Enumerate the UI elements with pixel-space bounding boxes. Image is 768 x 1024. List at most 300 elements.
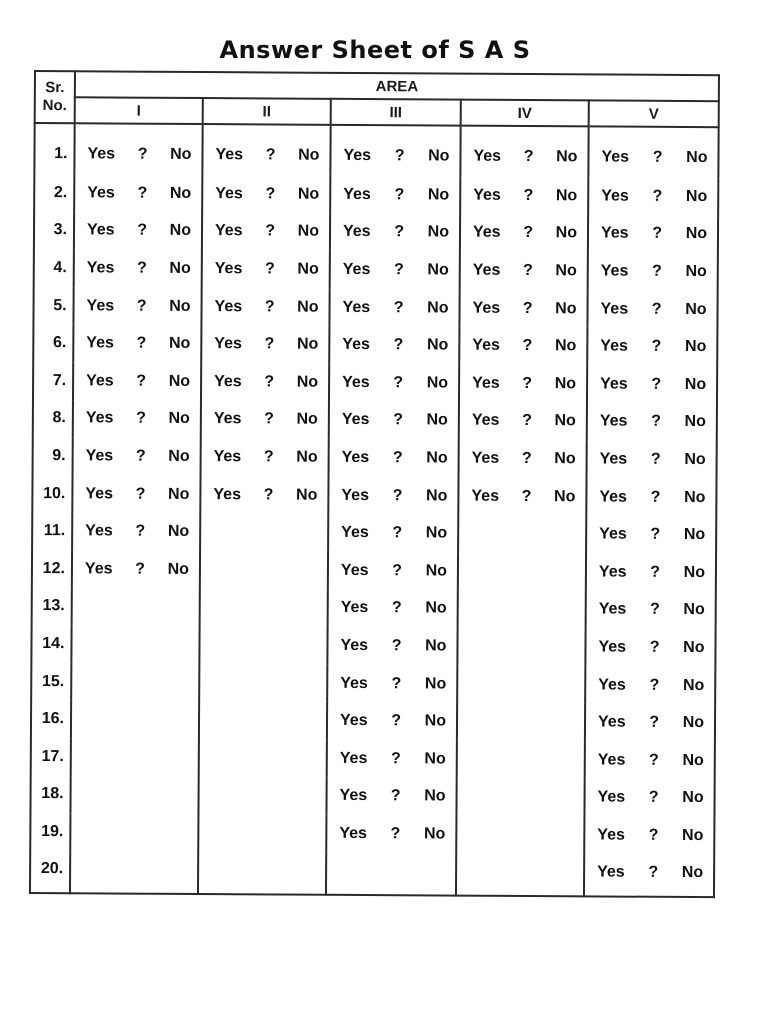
option-unsure[interactable]: ? — [649, 601, 660, 619]
option-no[interactable]: No — [425, 637, 447, 655]
option-unsure[interactable]: ? — [648, 826, 659, 844]
option-no[interactable]: No — [554, 374, 577, 393]
option-no[interactable]: No — [685, 187, 708, 205]
option-unsure[interactable]: ? — [523, 147, 534, 166]
answer-cell — [329, 364, 459, 402]
option-no[interactable]: No — [168, 485, 190, 503]
answer-options — [328, 674, 456, 693]
option-unsure[interactable]: ? — [394, 223, 405, 241]
option-yes[interactable]: Yes — [339, 787, 368, 805]
answer-cell — [202, 175, 330, 213]
answer-cell — [585, 629, 715, 667]
option-yes[interactable]: Yes — [598, 675, 626, 694]
option-yes[interactable]: Yes — [600, 262, 629, 280]
option-unsure[interactable]: ? — [391, 637, 402, 655]
option-unsure[interactable]: ? — [391, 712, 402, 730]
option-yes[interactable]: Yes — [340, 561, 369, 579]
answer-options — [329, 524, 457, 543]
option-unsure[interactable]: ? — [522, 374, 533, 392]
answer-options — [585, 826, 713, 845]
sr-no-header — [35, 71, 75, 123]
option-no[interactable]: No — [425, 524, 448, 542]
table-row — [34, 123, 718, 178]
option-no[interactable]: No — [424, 674, 447, 693]
option-unsure[interactable]: ? — [650, 450, 661, 468]
option-unsure[interactable]: ? — [648, 789, 659, 807]
option-yes[interactable]: Yes — [472, 336, 500, 355]
option-yes[interactable]: Yes — [600, 300, 629, 318]
row-number: 3. — [34, 212, 74, 250]
option-yes[interactable]: Yes — [598, 638, 627, 656]
option-yes[interactable]: Yes — [86, 296, 115, 315]
answer-options — [75, 222, 201, 241]
option-unsure[interactable]: ? — [137, 184, 148, 202]
option-yes[interactable]: Yes — [472, 299, 501, 317]
option-no[interactable]: No — [685, 225, 708, 243]
answer-cell — [586, 516, 716, 554]
option-unsure[interactable]: ? — [393, 336, 404, 354]
option-unsure[interactable]: ? — [265, 146, 276, 164]
option-yes[interactable]: Yes — [84, 560, 113, 578]
option-no[interactable]: No — [297, 185, 320, 203]
option-unsure[interactable]: ? — [136, 259, 147, 277]
option-unsure[interactable]: ? — [264, 410, 274, 428]
option-unsure[interactable]: ? — [522, 337, 533, 355]
option-no[interactable]: No — [297, 223, 320, 241]
option-unsure[interactable]: ? — [394, 186, 405, 204]
answer-cell — [459, 327, 587, 365]
option-no[interactable]: No — [428, 147, 450, 165]
option-no[interactable]: No — [170, 145, 192, 163]
option-no[interactable]: No — [427, 298, 449, 317]
option-yes[interactable]: Yes — [341, 448, 370, 467]
option-yes[interactable]: Yes — [339, 749, 368, 767]
row-number: 12. — [32, 550, 72, 588]
option-yes[interactable]: Yes — [86, 259, 115, 277]
option-no[interactable]: No — [426, 449, 448, 467]
answer-options — [461, 186, 587, 205]
option-unsure[interactable]: ? — [522, 412, 532, 430]
option-unsure[interactable]: ? — [136, 409, 146, 428]
answer-cell — [72, 475, 200, 513]
option-no[interactable]: No — [168, 335, 191, 353]
answer-cell — [72, 588, 200, 626]
answer-cell — [458, 515, 586, 553]
option-no[interactable]: No — [683, 638, 705, 657]
answer-cell — [330, 251, 460, 289]
option-no[interactable]: No — [681, 864, 704, 882]
option-unsure[interactable]: ? — [393, 411, 403, 429]
option-no[interactable]: No — [683, 563, 706, 581]
option-unsure[interactable]: ? — [651, 413, 661, 431]
option-unsure[interactable]: ? — [651, 337, 662, 356]
option-no[interactable]: No — [298, 146, 320, 164]
option-yes[interactable]: Yes — [214, 260, 243, 278]
option-yes[interactable]: Yes — [599, 450, 628, 468]
option-yes[interactable]: Yes — [339, 824, 367, 842]
option-yes[interactable]: Yes — [597, 863, 625, 882]
answer-options — [329, 599, 457, 618]
option-no[interactable]: No — [425, 599, 447, 617]
option-no[interactable]: No — [296, 448, 318, 466]
option-yes[interactable]: Yes — [597, 826, 625, 844]
option-no[interactable]: No — [423, 825, 446, 843]
answer-options — [460, 374, 586, 393]
option-yes[interactable]: Yes — [598, 563, 627, 581]
option-unsure[interactable]: ? — [523, 186, 534, 204]
answer-options — [589, 148, 717, 167]
option-yes[interactable]: Yes — [343, 146, 372, 165]
answer-options — [202, 335, 328, 354]
answer-options — [330, 411, 458, 430]
answer-cell — [74, 249, 202, 287]
answer-cell — [73, 437, 201, 475]
option-yes[interactable]: Yes — [342, 298, 371, 316]
option-no[interactable]: No — [427, 261, 449, 279]
option-no[interactable]: No — [554, 487, 576, 505]
option-unsure[interactable]: ? — [135, 447, 146, 465]
answer-cell — [198, 814, 326, 852]
option-unsure[interactable]: ? — [391, 674, 402, 692]
table-header — [35, 71, 719, 127]
answer-cell — [330, 213, 460, 251]
answer-cell — [588, 215, 718, 253]
option-yes[interactable]: Yes — [85, 409, 114, 427]
answer-cell — [585, 704, 715, 742]
answer-cell — [327, 627, 457, 665]
option-unsure[interactable]: ? — [650, 525, 661, 543]
option-yes[interactable]: Yes — [215, 184, 243, 203]
option-no[interactable]: No — [168, 447, 190, 465]
option-yes[interactable]: Yes — [340, 599, 369, 617]
option-no[interactable]: No — [169, 222, 192, 240]
answer-cell — [200, 589, 328, 627]
option-yes[interactable]: Yes — [599, 525, 627, 543]
option-no[interactable]: No — [683, 601, 705, 619]
option-no[interactable]: No — [169, 259, 191, 277]
option-no[interactable]: No — [686, 148, 708, 167]
answer-options — [74, 447, 200, 466]
answer-cell — [329, 289, 459, 327]
answer-options — [587, 526, 715, 545]
answer-cell — [201, 363, 329, 401]
answer-cell — [73, 400, 201, 438]
page-title: Answer Sheet of S A S — [219, 36, 531, 64]
option-unsure[interactable]: ? — [137, 222, 148, 240]
option-yes[interactable]: Yes — [85, 447, 114, 465]
option-unsure[interactable]: ? — [652, 187, 663, 205]
option-yes[interactable]: Yes — [213, 448, 242, 466]
option-no[interactable]: No — [167, 560, 189, 578]
option-no[interactable]: No — [424, 750, 446, 768]
option-unsure[interactable]: ? — [137, 145, 148, 163]
option-unsure[interactable]: ? — [135, 560, 146, 578]
option-unsure[interactable]: ? — [393, 261, 404, 279]
answer-cell — [588, 177, 718, 215]
answer-cell — [329, 439, 459, 477]
answer-options — [75, 184, 201, 203]
area-column-header: V — [589, 100, 719, 127]
answer-cell — [458, 590, 586, 628]
option-no[interactable]: No — [682, 676, 705, 694]
option-no[interactable]: No — [682, 714, 705, 732]
answer-cell — [74, 212, 202, 250]
option-no[interactable]: No — [296, 486, 318, 504]
answer-cell — [71, 701, 199, 739]
option-unsure[interactable]: ? — [652, 148, 663, 166]
option-yes[interactable]: Yes — [214, 297, 243, 315]
option-yes[interactable]: Yes — [214, 372, 242, 391]
option-yes[interactable]: Yes — [471, 412, 500, 430]
option-yes[interactable]: Yes — [600, 224, 629, 243]
option-yes[interactable]: Yes — [340, 674, 368, 692]
option-no[interactable]: No — [554, 337, 577, 355]
row-number: 15. — [31, 663, 71, 701]
option-unsure[interactable]: ? — [649, 638, 660, 656]
option-no[interactable]: No — [424, 712, 447, 730]
option-no[interactable]: No — [684, 338, 707, 356]
option-unsure[interactable]: ? — [390, 825, 401, 843]
answer-options — [74, 410, 200, 429]
option-yes[interactable]: Yes — [214, 222, 243, 240]
option-no[interactable]: No — [684, 375, 707, 393]
answer-cell — [199, 626, 327, 664]
option-yes[interactable]: Yes — [86, 221, 115, 239]
option-no[interactable]: No — [682, 789, 704, 807]
option-unsure[interactable]: ? — [263, 485, 274, 504]
option-unsure[interactable]: ? — [652, 225, 663, 243]
answer-options — [73, 560, 199, 579]
answer-options — [202, 410, 328, 429]
option-unsure[interactable]: ? — [393, 298, 404, 316]
option-unsure[interactable]: ? — [263, 448, 274, 466]
option-unsure[interactable]: ? — [390, 749, 401, 767]
option-yes[interactable]: Yes — [339, 711, 368, 730]
option-unsure[interactable]: ? — [390, 787, 401, 805]
row-number: 18. — [30, 775, 70, 813]
row-number: 5. — [33, 287, 73, 325]
option-no[interactable]: No — [555, 262, 577, 280]
answer-cell — [70, 851, 198, 894]
option-unsure[interactable]: ? — [651, 375, 662, 393]
option-yes[interactable]: Yes — [340, 636, 369, 654]
answer-options — [587, 563, 715, 582]
answer-options — [203, 185, 329, 204]
answer-cell — [71, 625, 199, 663]
option-unsure[interactable]: ? — [393, 373, 404, 392]
option-yes[interactable]: Yes — [599, 488, 628, 506]
option-no[interactable]: No — [296, 373, 319, 391]
option-unsure[interactable]: ? — [136, 297, 147, 315]
option-unsure[interactable]: ? — [135, 522, 146, 540]
option-unsure[interactable]: ? — [264, 297, 275, 316]
answer-cell — [328, 477, 458, 515]
option-yes[interactable]: Yes — [342, 260, 371, 279]
option-yes[interactable]: Yes — [600, 337, 628, 355]
option-no[interactable]: No — [555, 299, 577, 317]
option-yes[interactable]: Yes — [471, 487, 500, 505]
option-no[interactable]: No — [168, 372, 191, 390]
option-no[interactable]: No — [684, 450, 706, 469]
option-yes[interactable]: Yes — [85, 484, 114, 503]
answer-options — [330, 449, 458, 468]
option-no[interactable]: No — [685, 300, 707, 318]
option-yes[interactable]: Yes — [215, 146, 244, 164]
option-yes[interactable]: Yes — [601, 187, 629, 205]
table-row — [30, 851, 714, 898]
option-unsure[interactable]: ? — [135, 485, 146, 503]
option-yes[interactable]: Yes — [601, 148, 630, 166]
option-no[interactable]: No — [297, 260, 319, 278]
option-unsure[interactable]: ? — [522, 261, 533, 280]
row-number: 13. — [32, 588, 72, 626]
option-no[interactable]: No — [426, 336, 449, 354]
option-no[interactable]: No — [682, 751, 704, 769]
option-unsure[interactable]: ? — [649, 676, 660, 694]
answer-cell — [459, 289, 587, 327]
area-column-header: IV — [461, 100, 589, 127]
option-no[interactable]: No — [427, 186, 450, 204]
option-no[interactable]: No — [424, 787, 446, 805]
option-unsure[interactable]: ? — [650, 563, 661, 581]
option-unsure[interactable]: ? — [649, 713, 660, 731]
answer-cell — [328, 589, 458, 627]
option-yes[interactable]: Yes — [342, 336, 370, 354]
option-unsure[interactable]: ? — [521, 449, 532, 468]
option-yes[interactable]: Yes — [473, 186, 501, 204]
option-unsure[interactable]: ? — [264, 260, 275, 278]
option-unsure[interactable]: ? — [394, 147, 405, 165]
row-number: 6. — [33, 324, 73, 362]
option-yes[interactable]: Yes — [597, 788, 626, 806]
row-number: 16. — [31, 700, 71, 738]
option-yes[interactable]: Yes — [85, 522, 113, 540]
option-yes[interactable]: Yes — [473, 147, 502, 165]
option-no[interactable]: No — [554, 450, 576, 468]
answer-options — [203, 222, 329, 241]
answer-options — [586, 676, 714, 695]
option-yes[interactable]: Yes — [343, 185, 371, 203]
option-unsure[interactable]: ? — [392, 486, 403, 504]
option-no[interactable]: No — [426, 374, 449, 392]
option-unsure[interactable]: ? — [391, 599, 402, 617]
option-unsure[interactable]: ? — [264, 335, 275, 353]
answer-cell — [456, 816, 584, 854]
option-no[interactable]: No — [427, 223, 450, 241]
option-yes[interactable]: Yes — [214, 335, 242, 353]
option-yes[interactable]: Yes — [472, 261, 501, 279]
option-no[interactable]: No — [168, 410, 190, 428]
answer-options — [589, 187, 717, 206]
option-unsure[interactable]: ? — [649, 751, 659, 769]
option-yes[interactable]: Yes — [597, 751, 626, 769]
option-unsure[interactable]: ? — [392, 561, 403, 579]
option-no[interactable]: No — [296, 410, 318, 429]
option-unsure[interactable]: ? — [136, 372, 147, 390]
option-yes[interactable]: Yes — [87, 145, 116, 163]
option-unsure[interactable]: ? — [264, 373, 275, 391]
option-yes[interactable]: Yes — [598, 600, 627, 618]
option-no[interactable]: No — [426, 486, 448, 505]
row-number: 17. — [31, 738, 71, 776]
answer-cell — [71, 663, 199, 701]
answer-options — [73, 485, 199, 504]
option-yes[interactable]: Yes — [341, 486, 370, 504]
option-yes[interactable]: Yes — [472, 374, 500, 392]
table-row — [34, 212, 718, 254]
option-yes[interactable]: Yes — [341, 524, 369, 542]
answer-cell — [459, 365, 587, 403]
option-yes[interactable]: Yes — [341, 411, 370, 429]
option-unsure[interactable]: ? — [522, 299, 533, 317]
option-yes[interactable]: Yes — [597, 713, 626, 731]
option-yes[interactable]: Yes — [87, 184, 115, 202]
option-no[interactable]: No — [684, 488, 706, 506]
option-unsure[interactable]: ? — [265, 222, 276, 240]
option-unsure[interactable]: ? — [651, 300, 662, 318]
option-unsure[interactable]: ? — [265, 185, 276, 203]
option-no[interactable]: No — [556, 148, 578, 166]
option-no[interactable]: No — [685, 262, 707, 281]
option-yes[interactable]: Yes — [472, 224, 501, 242]
answer-options — [461, 224, 587, 243]
option-yes[interactable]: Yes — [599, 412, 628, 430]
option-no[interactable]: No — [555, 186, 578, 205]
option-no[interactable]: No — [554, 412, 576, 430]
option-no[interactable]: No — [169, 297, 191, 315]
option-unsure[interactable]: ? — [648, 864, 659, 882]
answer-table — [29, 70, 720, 898]
option-no[interactable]: No — [426, 411, 448, 429]
option-unsure[interactable]: ? — [392, 524, 403, 542]
option-no[interactable]: No — [425, 562, 447, 580]
answer-cell — [73, 287, 201, 325]
answer-options — [586, 638, 714, 657]
option-yes[interactable]: Yes — [342, 223, 371, 241]
option-unsure[interactable]: ? — [650, 488, 661, 506]
option-yes[interactable]: Yes — [471, 449, 500, 467]
answer-cell — [327, 740, 457, 778]
option-no[interactable]: No — [684, 413, 706, 431]
answer-cell — [198, 852, 326, 895]
sr-label: Sr. — [45, 79, 65, 97]
option-yes[interactable]: Yes — [213, 410, 242, 428]
option-unsure[interactable]: ? — [651, 262, 662, 280]
option-yes[interactable]: Yes — [86, 372, 114, 390]
option-no[interactable]: No — [169, 184, 192, 202]
option-yes[interactable]: Yes — [86, 334, 114, 352]
answer-cell — [458, 553, 586, 591]
option-yes[interactable]: Yes — [213, 485, 242, 503]
answer-options — [331, 223, 459, 242]
option-no[interactable]: No — [297, 298, 319, 316]
option-no[interactable]: No — [555, 224, 578, 242]
option-unsure[interactable]: ? — [521, 487, 532, 505]
option-no[interactable]: No — [167, 522, 190, 541]
answer-options — [588, 338, 716, 357]
option-unsure[interactable]: ? — [523, 224, 534, 242]
answer-cell — [198, 777, 326, 815]
option-yes[interactable]: Yes — [342, 373, 370, 391]
option-yes[interactable]: Yes — [600, 375, 628, 393]
table-row — [33, 287, 717, 329]
option-no[interactable]: No — [296, 335, 319, 353]
option-no[interactable]: No — [683, 526, 706, 544]
option-unsure[interactable]: ? — [392, 449, 403, 467]
answer-cell — [460, 252, 588, 290]
option-unsure[interactable]: ? — [136, 334, 147, 352]
option-no[interactable]: No — [682, 826, 704, 844]
